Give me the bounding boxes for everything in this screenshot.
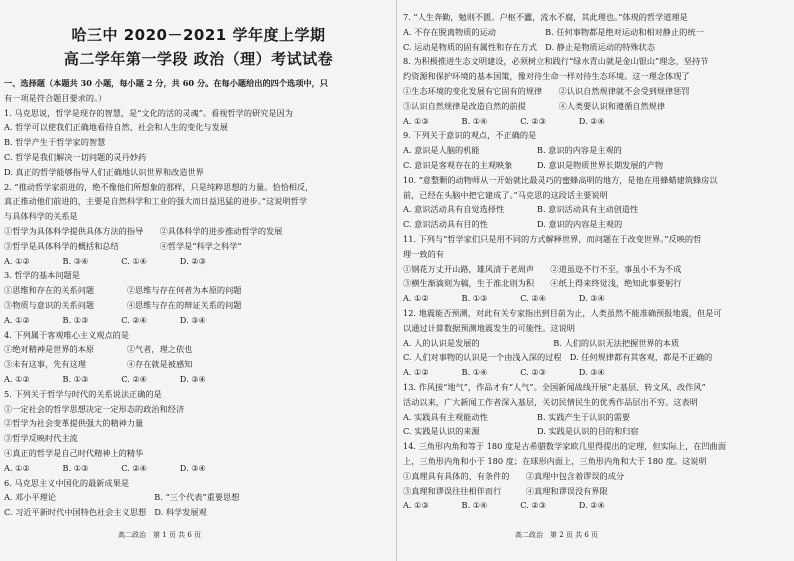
question-line: 理一致的有 (403, 248, 444, 259)
question-line: 与具体科学的关系是 (4, 211, 78, 222)
question-line: 11. 下列与“哲学家们只是用不同的方式解释世界，而问题在于改变世界。”反映的哲 (403, 234, 702, 244)
question-line: ③未有这事，先有这理 ④存在就是被感知 (4, 359, 193, 370)
question-line: 约资源和保护环境的基本国策，像对待生命一样对待生态环境。这一理念体现了 (403, 71, 690, 82)
question-line: A. ①③ B. ①④ C. ②③ D. ②④ (403, 500, 605, 511)
question-line: A. 实践具有主观能动性 B. 实践产生于认识的需要 (403, 411, 631, 422)
question-line: A. 意识是人脑的机能 B. 意识的内容是主观的 (403, 145, 622, 156)
page-1-footer: 高二政治 第 1 页 共 6 页 (118, 531, 202, 539)
question-line: ①真理具有具体的、有条件的 ②真理中包含着谬误的成分 (403, 470, 625, 481)
question-line: 上，三角形内角和小于 180 度；在球形内面上，三角形内角和大于 180 度。这说明 (403, 456, 707, 466)
question-line: C. 哲学是我们解决一切问题的灵丹妙药 (4, 152, 147, 162)
exam-school-title: 哈三中 2020－2021 学年度上学期 (71, 26, 326, 44)
question-line: C. 实践是认识的来源 D. 实践是认识的目的和归宿 (403, 426, 639, 437)
question-line: ③认识自然规律是改造自然的前提 ④人类要认识和遵循自然规律 (403, 100, 666, 111)
question-line: ④真正的哲学是自己时代精神上的精华 (4, 448, 144, 458)
question-line: A. ①② B. ①③ C. ②④ D. ③④ (4, 462, 206, 473)
question-line: B. 哲学产生于哲学家的智慧 (4, 137, 106, 148)
page-2-footer: 高二政治 第 2 页 共 6 页 (515, 531, 599, 539)
question-line: ③真理和谬误往往相伴而行 ④真理和谬误没有界限 (403, 485, 608, 496)
question-line: 前，已经在头脑中把它建成了。”马克思的这段话主要说明 (403, 189, 608, 200)
question-line: ①哲学为具体科学提供具体方法的指导 ②具体科学的进步推动哲学的发展 (4, 226, 283, 236)
question-line: A. ①② B. ①③ C. ②④ D. ③④ (4, 314, 206, 325)
question-line: ①钢花万丈开山路，雄风清于老周声 ②道虽迩不行不至，事虽小不为不成 (403, 263, 682, 274)
question-line: ③横生渐滴则为稿，生于淮北则为积 ④纸上得来终觉浅，绝知此事要躬行 (403, 278, 682, 289)
question-line: ②哲学为社会变革提供强大的精神力量 (4, 418, 144, 429)
question-line: ③哲学反映时代主流 (4, 433, 78, 444)
question-line: A. 意识活动具有自觉选择性 B. 意识活动具有主动创造性 (403, 204, 639, 215)
exam-subject-title: 高二学年第一学段 政治（理）考试试卷 (63, 50, 334, 68)
page-2 (397, 0, 794, 561)
question-line: 真正推动他们前进的，主要是自然科学和工业的强大而日益迅猛的进步。”这说明哲学 (4, 196, 308, 207)
question-line: 以通过计算数据预测地震发生的可能性。这说明 (403, 322, 575, 333)
question-line: ③哲学是具体科学的概括和总结 ④哲学是“科学之科学” (4, 240, 242, 251)
question-line: A. ①② B. ①③ C. ②④ D. ③④ (403, 293, 605, 304)
question-line: 8. 为积极推进生态文明建设，必须树立和践行“绿水青山就是金山银山”理念，坚持节 (403, 56, 709, 67)
question-line: ①生态环境的变化发展有它固有的规律 ②认识自然规律就不会受到规律惩罚 (403, 86, 690, 96)
question-line: 10. “意整颗的动物师从一开始就比最灵巧的蜜蜂高明的地方，是他在用蜂蜡建筑蜂房以 (403, 174, 718, 185)
question-line: A. 不存在脱离物质的运动 B. 任何事物都是绝对运动和相对静止的统一 (403, 26, 704, 37)
question-line: C. 运动是物质的固有属性和存在方式 D. 静止是物质运动的特殊状态 (403, 41, 655, 52)
question-line: A. ①② B. ③④ C. ①④ D. ②③ (4, 255, 206, 266)
question-line: 6. 马克思主义中国化的最新成果是 (4, 477, 130, 488)
question-line: 1. 马克思说，哲学是现存的智慧，是“文化的活的灵魂”。看视哲学的研究是因为 (4, 107, 293, 118)
question-line: ①思维和存在的关系问题 ②思维与存在何者为本原的问题 (4, 285, 242, 296)
question-line: ①一定社会的哲学思想决定一定形态的政治和经济 (4, 403, 185, 414)
question-line: C. 意识是客观存在的主观映象 D. 意识是物质世界长期发展的产物 (403, 160, 664, 170)
question-line: 2. “推动哲学家前进的，绝不像他们所想象的那样，只是纯粹思想的力量。恰恰相反， (4, 181, 314, 192)
question-line: A. 人的认识是发展的 B. 人们的认识无法把握世界的本质 (403, 337, 680, 348)
question-line: A. ①③ B. ①④ C. ②③ D. ②④ (403, 115, 605, 126)
question-line: 14. 三角形内角和等于 180 度是古希腊数学家欧几里得提出的定理，但实际上，在凹曲面 (403, 441, 727, 452)
question-line: 一、选择题（本题共 30 小题，每小题 2 分，共 60 分。在每小题给出的四个选项中，只 (4, 78, 328, 88)
question-line: 13. 作风接“地气”，作品才有“人气”。全国新闻战线开展“走基层、转文风、改作风” (403, 382, 706, 392)
question-line: 12. 地震能否预测，对此有关专家指出到目前为止，人类虽然不能准确预报地震，但是可 (403, 308, 722, 318)
question-line: 9. 下列关于意识的观点，不正确的是 (403, 130, 537, 141)
question-line: A. 邓小平理论 B. “三个代表”重要思想 (4, 492, 240, 503)
question-line: A. ①② B. ①③ C. ②④ D. ③④ (4, 374, 206, 384)
question-line: 5. 下列关于哲学与时代的关系说法正确的是 (4, 388, 162, 399)
question-line: 有一项是符合题目要求的。） (4, 92, 107, 103)
question-line: A. 哲学可以使我们正确地看待自然、社会和人生的变化与发展 (4, 122, 228, 133)
question-line: 7. “人生奔勤，勉则不匮。户枢不蠹，流水不腐，其此理也。”体现的哲学道理是 (403, 12, 688, 22)
question-line: 3. 哲学的基本问题是 (4, 270, 80, 281)
question-line: 活动以来，广大新闻工作者深入基层，关切民情民生的优秀作品层出不穷。这表明 (403, 396, 698, 407)
question-line: C. 意识活动具有目的性 D. 意识的内容是主观的 (403, 219, 623, 230)
question-line: C. 习近平新时代中国特色社会主义思想 D. 科学发展观 (4, 507, 207, 518)
question-line: C. 人们对事物的认识是一个由浅入深的过程 D. 任何规律都有其客观，都是不正确的 (403, 352, 713, 363)
question-line: ③物质与意识的关系问题 ④思维与存在的辩证关系的问题 (4, 300, 242, 310)
question-line: 4. 下列属于客观唯心主义观点的是 (4, 329, 130, 340)
question-line: A. ①② B. ①④ C. ②③ D. ③④ (403, 367, 605, 378)
question-line: D. 真正的哲学能够指导人们正确地认识世界和改造世界 (4, 166, 204, 177)
question-line: ①绝对精神是世界的本原 ②气者，理之依也 (4, 344, 193, 355)
